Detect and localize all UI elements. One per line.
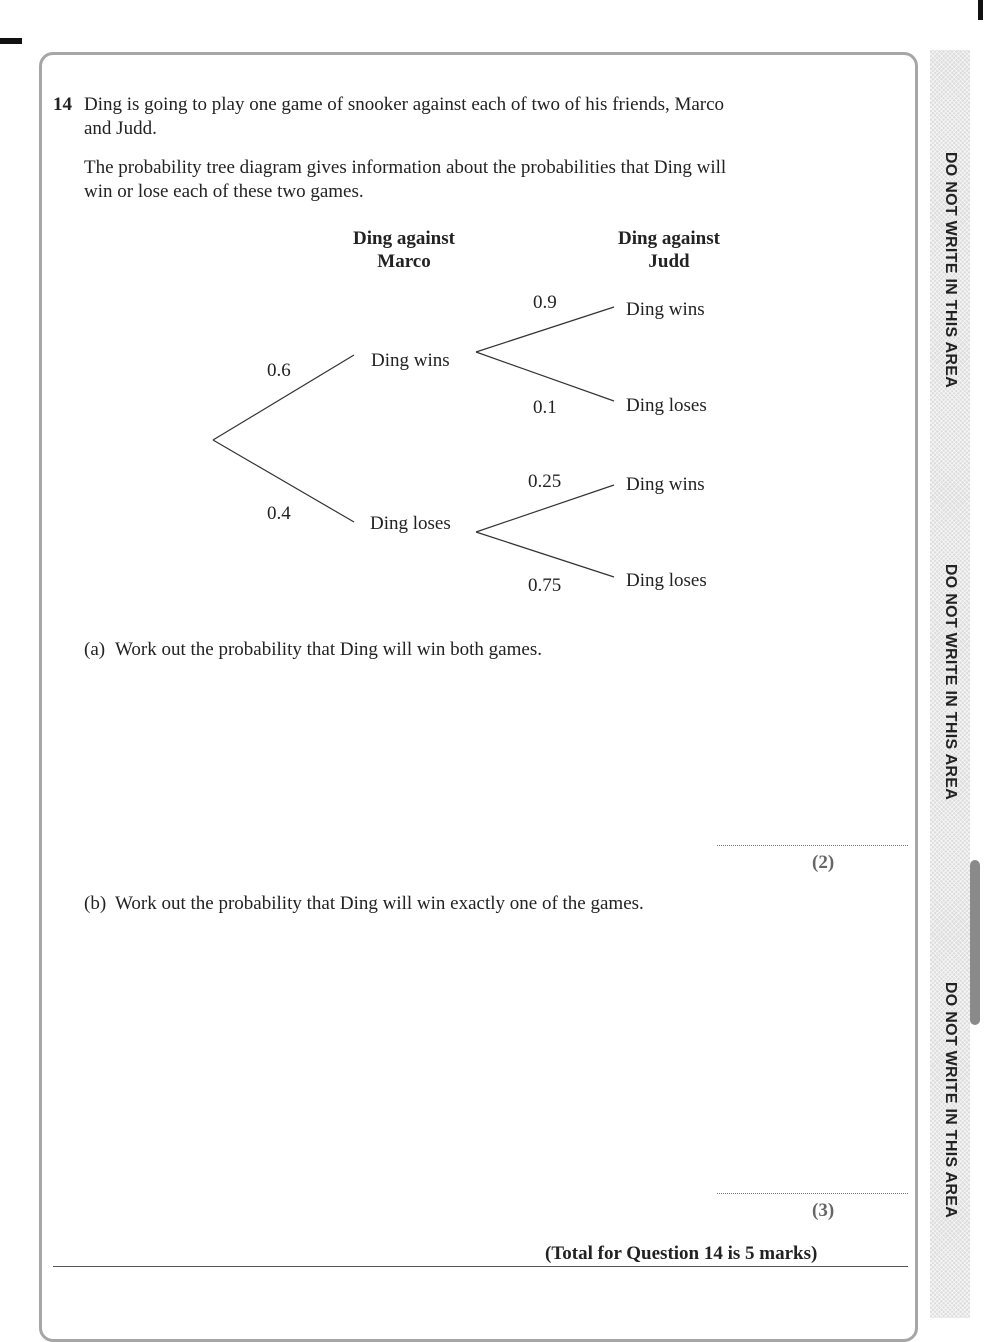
margin-warning-top: DO NOT WRITE IN THIS AREA [942, 151, 959, 389]
outcome-first-lose: Ding loses [370, 513, 451, 534]
outcome-win-then-win: Ding wins [626, 299, 705, 320]
part-a-marks: (2) [812, 852, 835, 873]
prob-first-win: 0.6 [267, 360, 291, 381]
tree-header-first-line2: Marco [377, 251, 431, 272]
question-total: (Total for Question 14 is 5 marks) [545, 1243, 818, 1264]
branch-lose-lose [476, 532, 614, 577]
outcome-first-win: Ding wins [371, 350, 450, 371]
prob-win-then-lose: 0.1 [533, 397, 557, 418]
question-intro-line2: and Judd. [84, 118, 157, 139]
prob-first-lose: 0.4 [267, 503, 291, 524]
question-info-line1: The probability tree diagram gives information about the probabilities that Ding will [84, 157, 727, 178]
part-b-label: (b) [84, 893, 107, 914]
question-info-line2: win or lose each of these two games. [84, 181, 364, 202]
prob-lose-then-win: 0.25 [528, 471, 562, 492]
margin-warning-middle: DO NOT WRITE IN THIS AREA [942, 563, 959, 801]
part-a-answer-line[interactable] [717, 845, 908, 846]
outcome-lose-then-lose: Ding loses [626, 570, 707, 591]
part-a-label: (a) [84, 639, 106, 660]
prob-lose-then-lose: 0.75 [528, 575, 562, 596]
total-divider [53, 1266, 908, 1267]
prob-win-then-win: 0.9 [533, 292, 557, 313]
branch-win-lose [476, 352, 614, 401]
outcome-win-then-lose: Ding loses [626, 395, 707, 416]
margin-warning-bottom: DO NOT WRITE IN THIS AREA [942, 981, 959, 1219]
question-number: 14 [53, 94, 72, 115]
part-b-question: Work out the probability that Ding will win exactly one of the games. [115, 893, 644, 914]
part-b-answer-line[interactable] [717, 1193, 908, 1194]
part-b-marks: (3) [812, 1200, 835, 1221]
tree-header-second-line2: Judd [648, 251, 690, 272]
tree-header-first-line1: Ding against [353, 228, 455, 249]
part-a-question: Work out the probability that Ding will win both games. [115, 639, 542, 660]
question-intro-line1: Ding is going to play one game of snooker against each of two of his friends, Marco [84, 94, 725, 115]
outcome-lose-then-win: Ding wins [626, 474, 705, 495]
tree-header-second-line1: Ding against [618, 228, 720, 249]
